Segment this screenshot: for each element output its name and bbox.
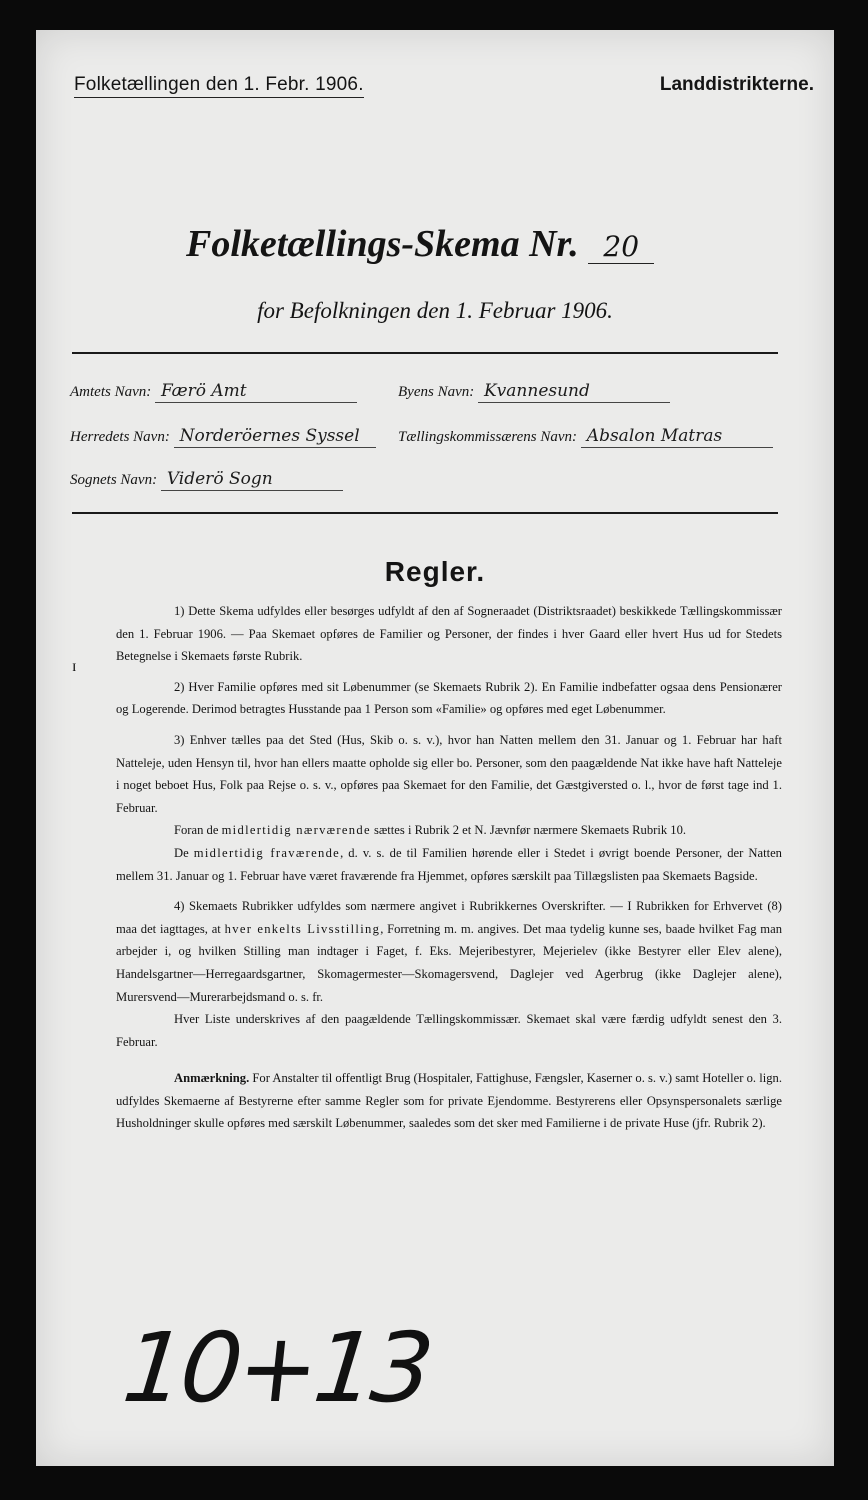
rule-3: 3) Enhver tælles paa det Sted (Hus, Skib o. s. v.), hvor han Natten mellem den 31. Januar og 1. Februar har haft Natteleje, uden Hensyn til, hvor han ellers maatte opholde sig eller bo. Personer, som den paagældende Nat ikke have haft Natteleje i noget beboet Hus, Folk paa Rejse o. s. v., opføres paa Skemaet for den Familie, det Gæstgiversted o. l., hvor de først tage ind 1. Februar. xyxy=(116,732,782,815)
census-date-header: Folketællingen den 1. Febr. 1906. xyxy=(74,74,364,98)
rule-1: 1) Dette Skema udfyldes eller besørges udfyldt af den af Sogneraadet (Distriktsraadet) beskikkede Tællingskommissær den 1. Februar 1906. — Paa Skemaet opføres de Familier og Personer, der findes i hver Gaard eller hvert Hus ud for Stedets Betegnelse i Skemaets første Rubrik. xyxy=(116,604,782,664)
form-title xyxy=(186,222,654,266)
sogn-value: Viderö Sogn xyxy=(161,468,343,491)
sogn-field xyxy=(70,468,343,491)
rule-3-present xyxy=(116,819,782,842)
rule-2: 2) Hver Familie opføres med sit Løbenummer (se Skemaets Rubrik 2). En Familie indbefatter ogsaa dens Pensionærer og Logerende. Derimod betragtes Husstande paa 1 Person som «Familie» og opføres med eget Løbenummer. xyxy=(116,679,782,717)
amt-field xyxy=(70,380,357,403)
top-divider xyxy=(72,352,778,354)
kommissaer-field xyxy=(398,425,773,448)
bottom-divider xyxy=(72,512,778,514)
remark-label: Anmærkning. xyxy=(174,1071,250,1086)
district-type-header: Landdistrikterne. xyxy=(659,74,814,95)
amt-value: Færö Amt xyxy=(155,380,357,403)
rules-heading: Regler. xyxy=(384,556,486,587)
form-title-text: Folketællings-Skema Nr. xyxy=(186,223,579,265)
herred-field xyxy=(70,425,376,448)
herred-label: Herredets Navn: xyxy=(70,429,170,445)
margin-mark: ɪ xyxy=(72,658,77,675)
form-number: 20 xyxy=(588,231,654,264)
by-field xyxy=(398,380,670,403)
by-label: Byens Navn: xyxy=(398,384,475,400)
kommissaer-value: Absalon Matras xyxy=(581,425,773,448)
rule-3-absent xyxy=(116,842,782,887)
sogn-label: Sognets Navn: xyxy=(70,472,158,488)
rule-4 xyxy=(116,895,782,1008)
rule-4-signature: Hver Liste underskrives af den paagældende Tællingskommissær. Skemaet skal være færdig udfyldt senest den 3. Februar. xyxy=(116,1012,782,1049)
handwritten-count-note: 10+13 xyxy=(118,1312,435,1424)
rule-3-absent-post: , d. v. s. de til Familien hørende eller i Stedet i øvrigt boende Personer, der Natten mellem 31. Januar og 1. Februar have været fraværende fra Hjemmet, opføres særskilt paa Tillægslisten paa Skemaets Bagside. xyxy=(116,845,782,883)
rule-3-present-pre: Foran de xyxy=(174,823,222,838)
remark-text: For Anstalter til offentligt Brug (Hospitaler, Fattighuse, Fængsler, Kaserner o. s. v.) samt Hoteller o. lign. udfyldes Skemaerne af Bestyrerne efter samme Regler som for private Ejendomme. Bestyrerens eller Opsynspersonalets særlige Husholdninger skulle opføres med særskilt Løbenummer, saaledes som det sker med Familierne i de private Huse (jfr. Rubrik 2). xyxy=(116,1071,782,1131)
rule-3-present-post: sættes i Rubrik 2 et N. Jævnfør nærmere Skemaets Rubrik 10. xyxy=(370,823,687,838)
rule-3-present-spaced: midlertidig nærværende xyxy=(221,823,371,838)
kommissaer-label: Tællingskommissærens Navn: xyxy=(398,429,578,445)
remark xyxy=(116,1067,782,1135)
by-value: Kvannesund xyxy=(478,380,670,403)
rule-4-spaced: hver enkelts Livsstilling xyxy=(224,921,381,936)
rule-3-absent-pre: De xyxy=(174,845,194,860)
form-subtitle: for Befolkningen den 1. Februar 1906. xyxy=(257,298,613,323)
herred-value: Norderöernes Syssel xyxy=(174,425,376,448)
rule-4-pre: 4) Skemaets Rubrikker udfyldes som nærmere angivet i Rubrikkernes Overskrifter. — I Rubrikken for Erhvervet (8) maa det iagttages, at xyxy=(116,899,782,936)
census-form-page xyxy=(36,30,834,1466)
rule-4-post: , Forretning m. m. angives. Det maa tydelig kunne ses, baade hvilket Fag man arbejder i, og hvilken Stilling man indtager i Faget, f. Eks. Mejeribestyrer, Mejerielev (ikke Bestyrer eller Elev alene), Handelsgartner—Herregaardsgartner, Skomagermester—Skomagersvend, Daglejer ved Agerbrug (ikke Daglejer alene), Murersvend—Murerarbejdsmand o. s. fr. xyxy=(116,921,782,1004)
amt-label: Amtets Navn: xyxy=(70,384,152,400)
rule-3-absent-spaced: midlertidig fraværende xyxy=(193,845,341,860)
rules-text xyxy=(116,600,782,1135)
